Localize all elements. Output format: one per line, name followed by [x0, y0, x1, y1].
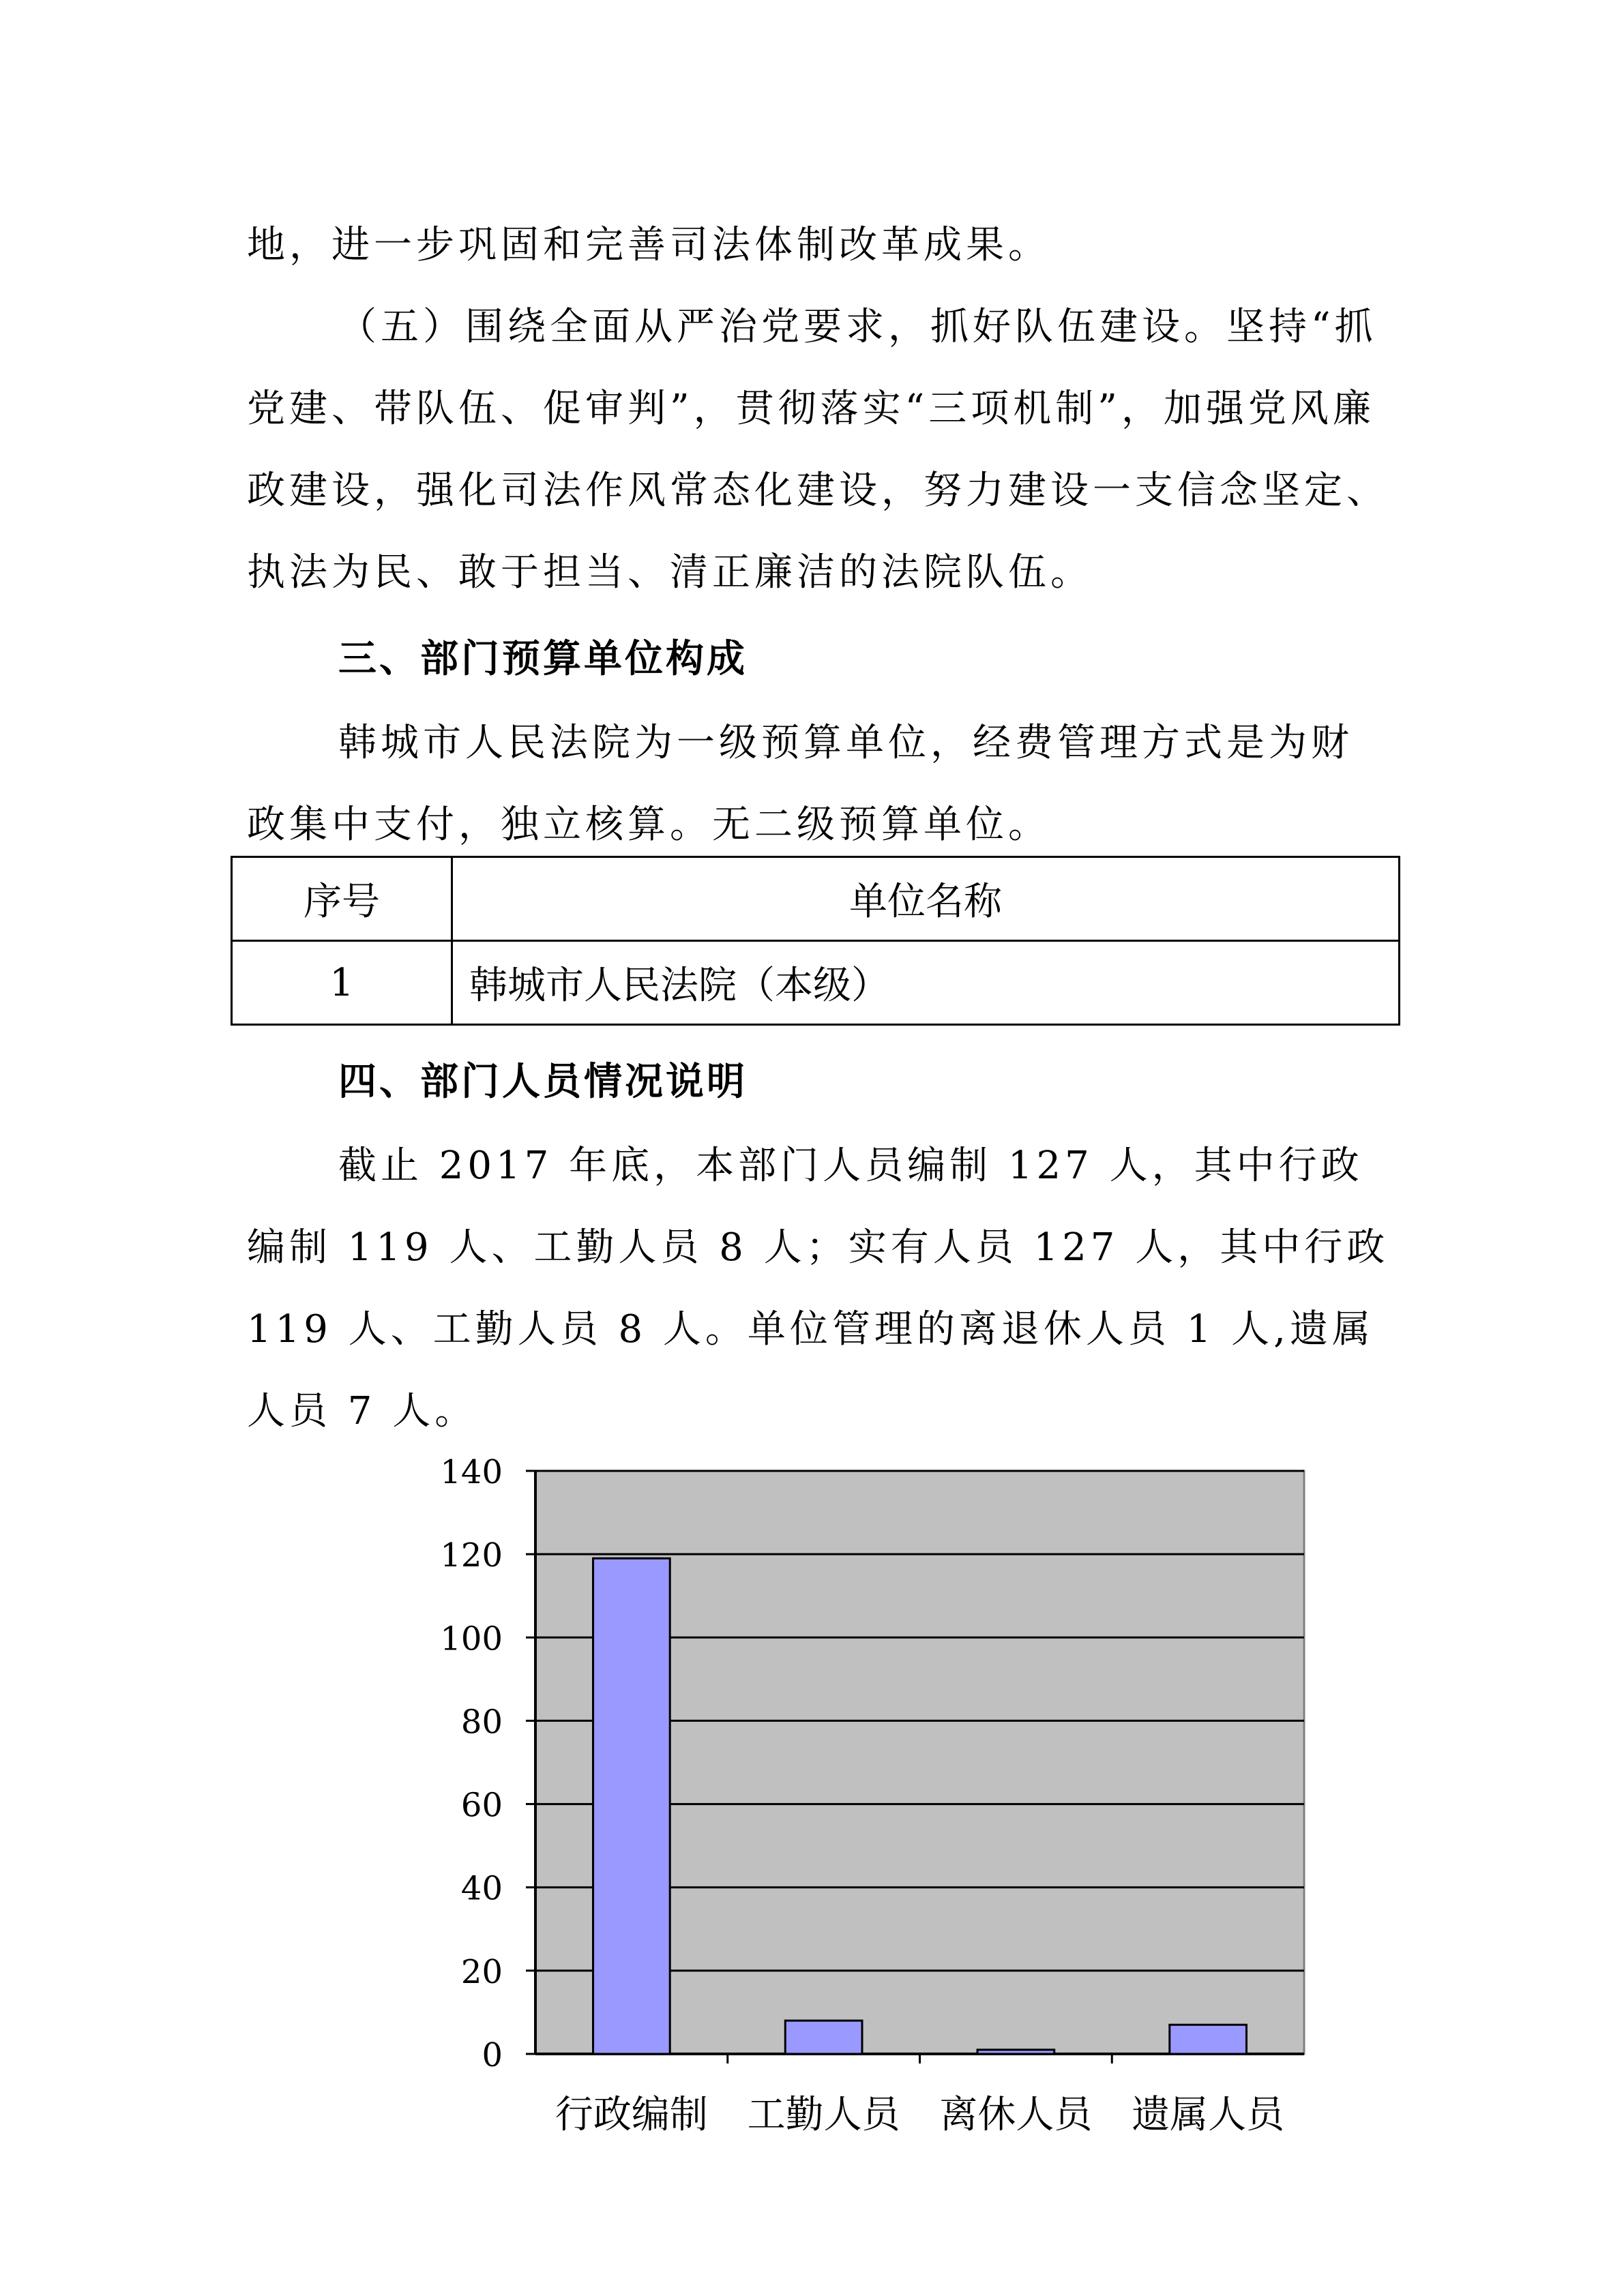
x-category-label: 遗属人员: [1132, 2093, 1285, 2137]
section-heading-staffing: 四、部门人员情况说明: [338, 1060, 748, 1104]
section-heading-budget-units: 三、部门预算单位构成: [338, 637, 748, 681]
paragraph-budget-units: 韩城市人民法院为一级预算单位，经费管理方式是为财政集中支付，独立核算。无二级预算单位。: [247, 721, 1353, 847]
y-tick-label: 60: [460, 1786, 503, 1825]
table-header-index: 序号: [232, 857, 452, 941]
y-tick-label: 80: [460, 1703, 503, 1742]
y-tick-label: 40: [460, 1869, 503, 1908]
bar: [977, 2050, 1054, 2054]
y-tick-label: 120: [440, 1536, 503, 1575]
paragraph-team-building: （五）围绕全面从严治党要求，抓好队伍建设。坚持“抓党建、带队伍、促审判”，贯彻落实“三项机制”，加强党风廉政建设，强化司法作风常态化建设，努力建设一支信念坚定、执法为民、敢于担当、清正廉洁的法院队伍。: [247, 305, 1389, 595]
bar: [1170, 2025, 1247, 2054]
y-tick-label: 20: [460, 1952, 503, 1991]
paragraph-staffing: 截止 2017 年底，本部门人员编制 127 人，其中行政编制 119 人、工勤人员 8 人；实有人员 127 人，其中行政 119 人、工勤人员 8 人。单位管理的离退休人员 1 人,遗属人员 7 人。: [247, 1144, 1389, 1433]
y-tick-label: 100: [440, 1620, 503, 1658]
x-category-label: 工勤人员: [747, 2093, 900, 2137]
table-header-unit-name: 单位名称: [452, 857, 1400, 941]
table-cell-unit-name: 韩城市人民法院（本级）: [452, 941, 1400, 1025]
x-category-label: 行政编制: [555, 2093, 708, 2137]
table-cell-index: 1: [232, 941, 452, 1025]
paragraph-continuation: 地，进一步巩固和完善司法体制改革成果。: [247, 223, 1050, 267]
x-category-label: 离休人员: [939, 2093, 1093, 2137]
bar: [785, 2021, 862, 2054]
bar: [593, 1558, 670, 2054]
y-tick-label: 0: [482, 2036, 503, 2074]
y-tick-label: 140: [440, 1453, 503, 1491]
